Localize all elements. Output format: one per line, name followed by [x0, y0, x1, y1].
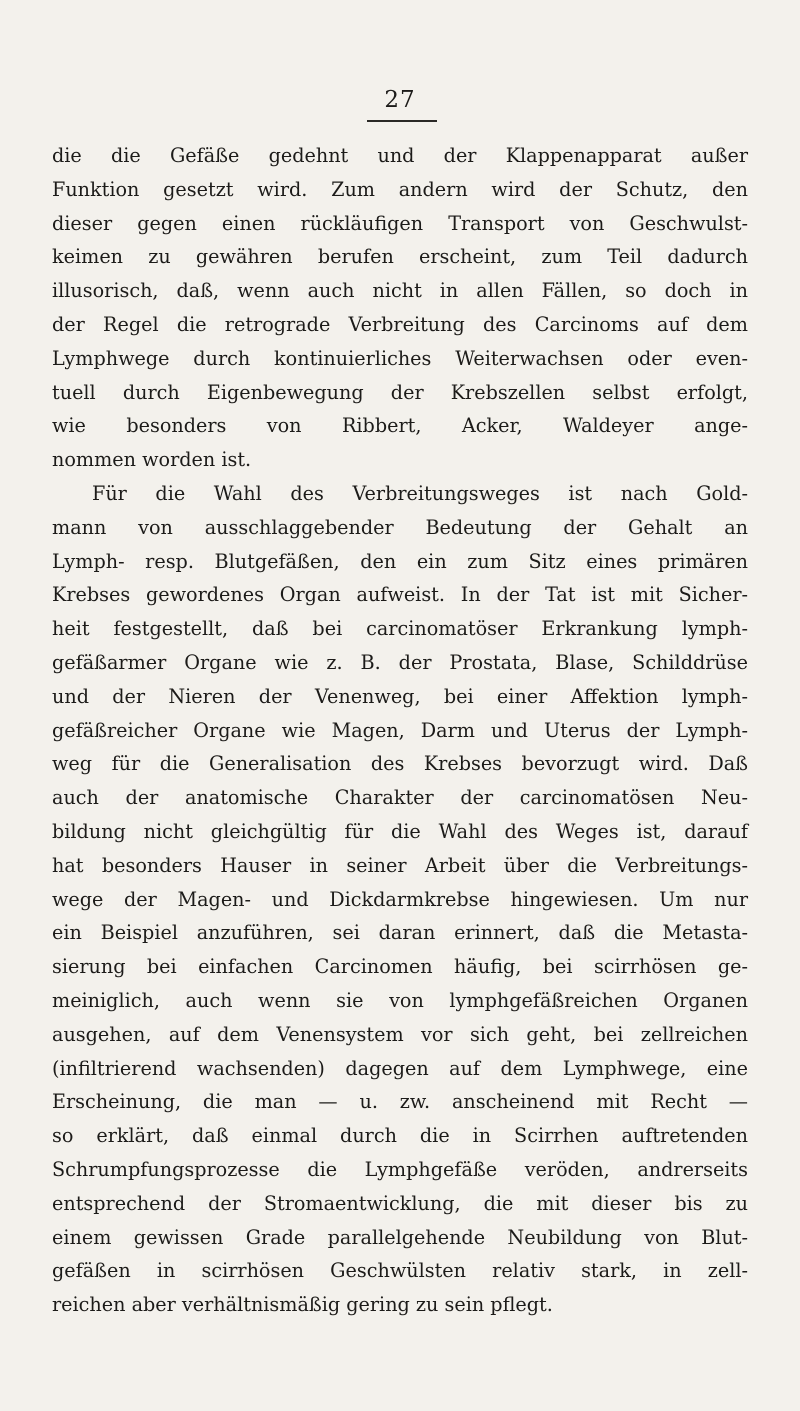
text-line: der Regel die retrograde Verbreitung des Carcinoms auf dem	[52, 312, 748, 336]
text-line: illusorisch, daß, wenn auch nicht in allen Fällen, so doch in	[52, 279, 748, 303]
text-line: Krebses gewordenes Organ aufweist. In der Tat ist mit Sicher-	[52, 583, 748, 607]
body-text	[52, 139, 748, 1322]
text-line: nommen worden ist.	[52, 448, 252, 472]
text-line: Erscheinung, die man — u. zw. anscheinend mit Recht —	[52, 1090, 748, 1114]
text-line: die die Gefäße gedehnt und der Klappenapparat außer	[52, 144, 748, 167]
text-line: ausgehen, auf dem Venensystem vor sich geht, bei zellreichen	[52, 1022, 748, 1046]
text-line: ein Beispiel anzuführen, sei daran erinnert, daß die Metasta-	[52, 921, 748, 945]
text-line: wege der Magen- und Dickdarmkrebse hingewiesen. Um nur	[52, 887, 748, 911]
text-line: gefäßarmer Organe wie z. B. der Prostata, Blase, Schilddrüse	[52, 650, 748, 674]
text-line: dieser gegen einen rückläufigen Transport von Geschwulst-	[52, 211, 748, 235]
text-line: hat besonders Hauser in seiner Arbeit über die Verbreitungs-	[52, 853, 748, 877]
text-line: entsprechend der Stromaentwicklung, die mit dieser bis zu	[52, 1191, 748, 1215]
text-line: bildung nicht gleichgültig für die Wahl des Weges ist, darauf	[52, 819, 748, 843]
text-line: Lymph- resp. Blutgefäßen, den ein zum Sitz eines primären	[52, 549, 748, 573]
text-line: tuell durch Eigenbewegung der Krebszellen selbst erfolgt,	[52, 380, 748, 404]
text-line: gefäßreicher Organe wie Magen, Darm und Uterus der Lymph-	[52, 718, 748, 742]
text-line: wie besonders von Ribbert, Acker, Waldeyer ange-	[52, 414, 748, 438]
text-line: gefäßen in scirrhösen Geschwülsten relativ stark, in zell-	[52, 1259, 748, 1283]
text-line: so erklärt, daß einmal durch die in Scirrhen auftretenden	[52, 1124, 748, 1148]
text-line: weg für die Generalisation des Krebses bevorzugt wird. Daß	[52, 752, 748, 776]
text-line: mann von ausschlaggebender Bedeutung der Gehalt an	[52, 515, 748, 539]
page-number-rule	[367, 120, 437, 122]
text-line: und der Nieren der Venenweg, bei einer Affektion lymph-	[52, 684, 748, 708]
text-line: heit festgestellt, daß bei carcinomatöser Erkrankung lymph-	[52, 617, 748, 641]
page-number: 27	[384, 87, 416, 113]
text-line: einem gewissen Grade parallelgehende Neubildung von Blut-	[52, 1225, 748, 1249]
text-line: Für die Wahl des Verbreitungsweges ist nach Gold-	[92, 481, 748, 505]
text-line: keimen zu gewähren berufen erscheint, zum Teil dadurch	[52, 245, 748, 269]
text-line: Funktion gesetzt wird. Zum andern wird der Schutz, den	[52, 177, 748, 201]
text-line: auch der anatomische Charakter der carcinomatösen Neu-	[52, 786, 748, 810]
text-line: (infiltrierend wachsenden) dagegen auf dem Lymphwege, eine	[52, 1056, 748, 1080]
text-line: Schrumpfungsprozesse die Lymphgefäße veröden, andrerseits	[52, 1157, 748, 1181]
text-line: sierung bei einfachen Carcinomen häufig, bei scirrhösen ge-	[52, 955, 748, 979]
text-line: Lymphwege durch kontinuierliches Weiterwachsen oder even-	[52, 346, 748, 370]
text-line: reichen aber verhältnismäßig gering zu sein pflegt.	[52, 1293, 553, 1317]
text-line: meiniglich, auch wenn sie von lymphgefäßreichen Organen	[52, 988, 748, 1012]
